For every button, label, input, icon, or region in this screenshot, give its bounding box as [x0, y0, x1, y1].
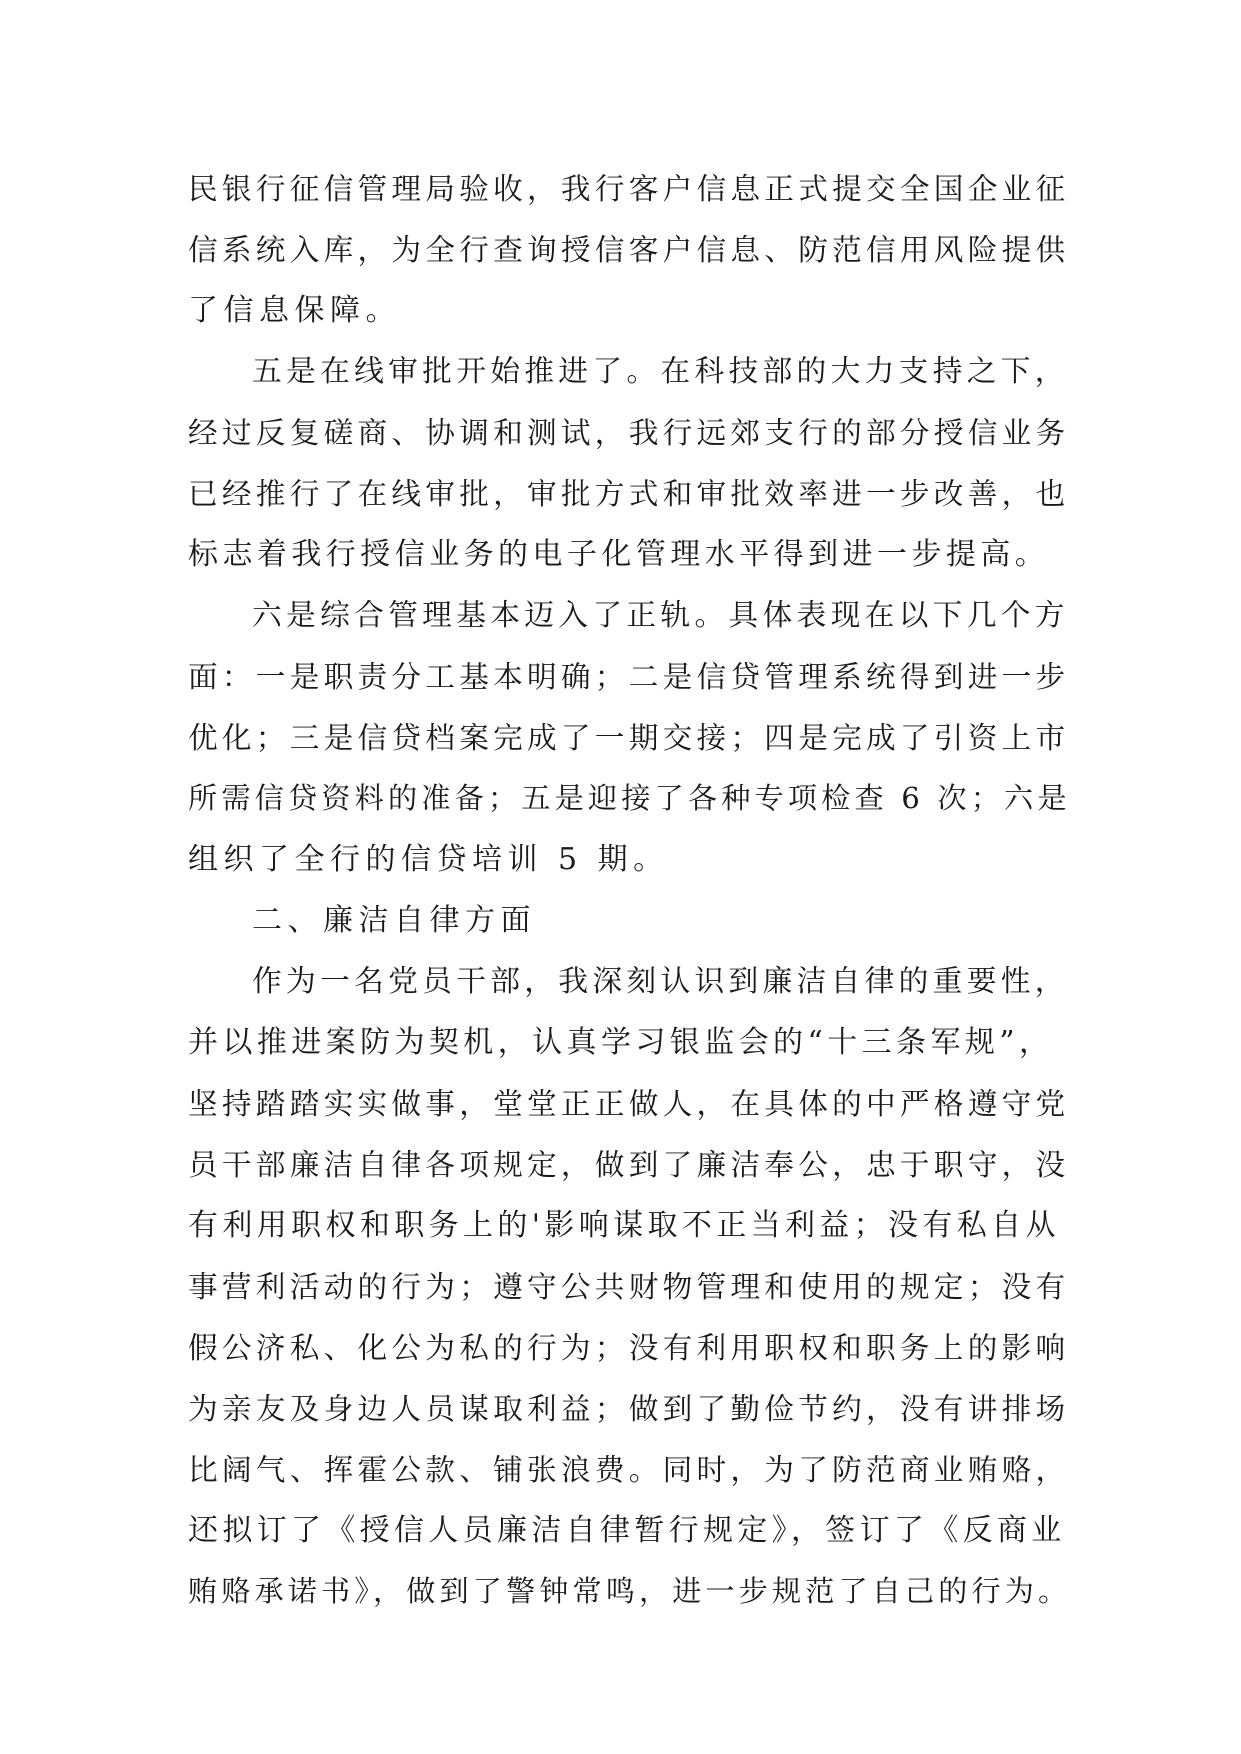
text-line: 标志着我行授信业务的电子化管理水平得到进一步提高。	[188, 537, 1050, 572]
text-line: 已经推行了在线审批，审批方式和审批效率进一步改善，也	[188, 476, 1070, 511]
text-line: 并以推进案防为契机，认真学习银监会的“十三条军规”，	[188, 1025, 1054, 1060]
text-line: 所需信贷资料的准备；五是迎接了各种专项检查 6 次；六是	[188, 781, 1071, 815]
text-line: 事营利活动的行为；遵守公共财物管理和使用的规定；没有	[188, 1269, 1070, 1304]
paragraph-start-line: 六是综合管理基本迈入了正轨。具体表现在以下几个方	[252, 598, 1069, 633]
text-line: 组织了全行的信贷培训 5 期。	[188, 842, 669, 877]
text-line: 经过反复磋商、协调和测试，我行远郊支行的部分授信业务	[188, 415, 1070, 450]
text-line: 信系统入库，为全行查询授信客户信息、防范信用风险提供	[188, 232, 1070, 267]
document-body	[188, 158, 1072, 1622]
text-line: 了信息保障。	[188, 293, 401, 328]
text-line: 民银行征信管理局验收，我行客户信息正式提交全国企业征	[188, 171, 1070, 206]
section-heading: 二、廉洁自律方面	[252, 903, 536, 938]
text-line: 坚持踏踏实实做事，堂堂正正做人，在具体的中严格遵守党	[188, 1086, 1070, 1121]
text-line: 为亲友及身边人员谋取利益；做到了勤俭节约，没有讲排场	[188, 1391, 1070, 1426]
text-line: 有利用职权和职务上的'影响谋取不正当利益；没有私自从	[188, 1208, 1060, 1243]
text-line: 贿赂承诺书》，做到了警钟常鸣，进一步规范了自己的行为。	[188, 1574, 1072, 1608]
text-line: 还拟订了《授信人员廉洁自律暂行规定》，签订了《反商业	[188, 1513, 1066, 1548]
paragraph-start-line: 五是在线审批开始推进了。在科技部的大力支持之下，	[252, 354, 1069, 389]
text-line: 优化；三是信贷档案完成了一期交接；四是完成了引资上市	[188, 720, 1070, 755]
text-line: 比阔气、挥霍公款、铺张浪费。同时，为了防范商业贿赂，	[188, 1452, 1070, 1487]
paragraph-start-line: 作为一名党员干部，我深刻认识到廉洁自律的重要性，	[252, 964, 1069, 999]
text-line: 面：一是职责分工基本明确；二是信贷管理系统得到进一步	[188, 659, 1070, 694]
text-line: 假公济私、化公为私的行为；没有利用职权和职务上的影响	[188, 1330, 1070, 1365]
text-line: 员干部廉洁自律各项规定，做到了廉洁奉公，忠于职守，没	[188, 1147, 1070, 1182]
